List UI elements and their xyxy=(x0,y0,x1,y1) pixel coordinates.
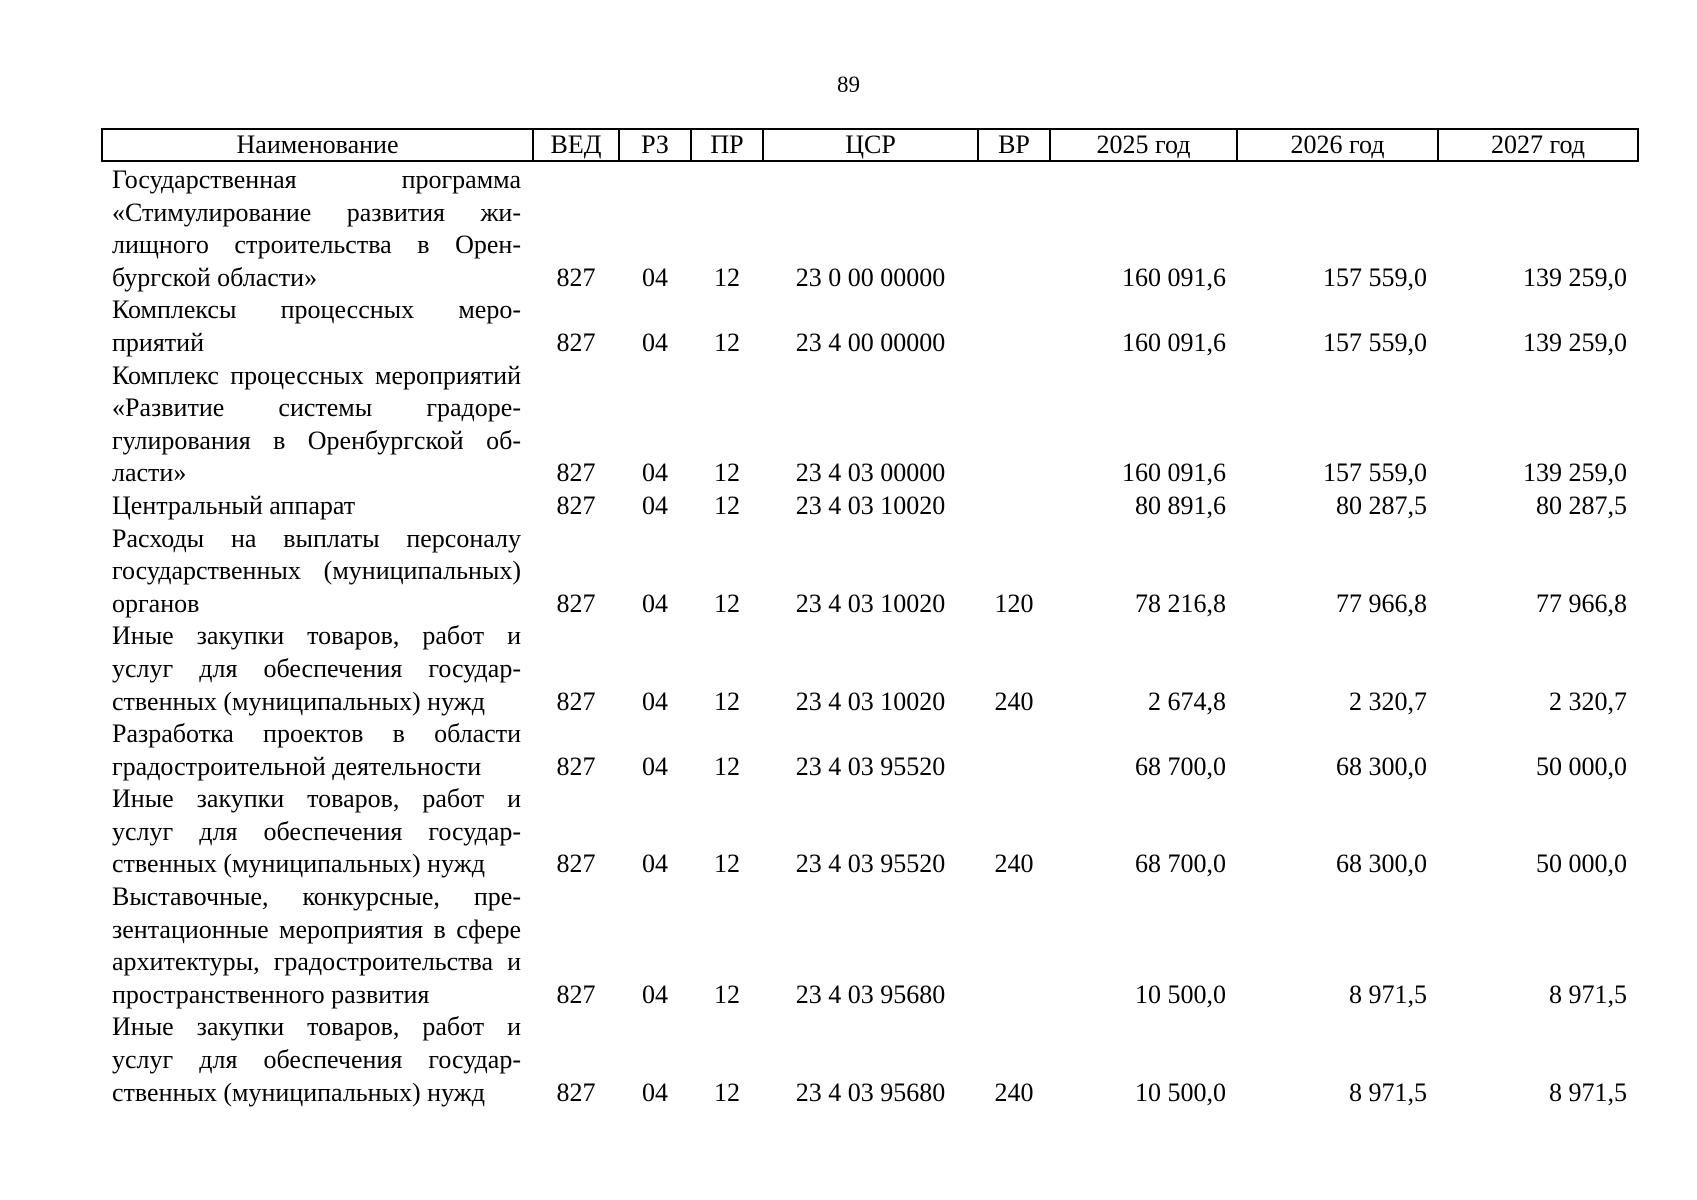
cell-csr: 23 4 03 95680 xyxy=(795,1077,946,1107)
cell-2025: 2 674,8 xyxy=(1148,686,1226,716)
table-row xyxy=(102,161,1638,294)
cell-2025: 160 091,6 xyxy=(1122,327,1226,357)
table-header xyxy=(102,129,1638,161)
cell-name: Выставочные, конкурсные, презентационные мероприятия в сфере архитектуры, градостроительства и пространственного развития xyxy=(112,882,521,1009)
cell-rz: 04 xyxy=(642,751,668,781)
cell-2025: 160 091,6 xyxy=(1122,458,1226,488)
cell-ved: 827 xyxy=(556,262,596,292)
cell-2027: 50 000,0 xyxy=(1536,849,1627,879)
table-row xyxy=(102,294,1638,359)
cell-csr: 23 0 00 00000 xyxy=(795,262,946,292)
cell-rz: 04 xyxy=(642,686,668,716)
cell-name: Иные закупки товаров, работ и услуг для обеспечения государственных (муниципальных) нужд xyxy=(112,784,521,879)
cell-rz: 04 xyxy=(642,458,668,488)
cell-rz: 04 xyxy=(642,588,668,618)
cell-2027: 80 287,5 xyxy=(1536,490,1627,520)
header-vr: ВР xyxy=(978,129,1050,161)
cell-2025: 68 700,0 xyxy=(1135,751,1226,781)
cell-2025: 10 500,0 xyxy=(1135,979,1226,1009)
table-body xyxy=(102,161,1638,1109)
cell-rz: 04 xyxy=(642,979,668,1009)
cell-2027: 2 320,7 xyxy=(1549,686,1627,716)
cell-2027: 139 259,0 xyxy=(1523,327,1627,357)
budget-table xyxy=(101,128,1639,1109)
cell-pr: 12 xyxy=(714,327,740,357)
cell-ved: 827 xyxy=(556,979,596,1009)
cell-pr: 12 xyxy=(714,588,740,618)
header-2026: 2026 год xyxy=(1237,129,1438,161)
cell-ved: 827 xyxy=(556,686,596,716)
table-row xyxy=(102,360,1638,490)
table-row xyxy=(102,523,1638,621)
page-number: 89 xyxy=(837,72,860,97)
cell-2026: 8 971,5 xyxy=(1349,979,1427,1009)
cell-csr: 23 4 03 10020 xyxy=(795,490,946,520)
cell-vr: 240 xyxy=(994,1077,1034,1107)
cell-pr: 12 xyxy=(714,751,740,781)
cell-csr: 23 4 03 00000 xyxy=(795,458,946,488)
cell-2027: 139 259,0 xyxy=(1523,458,1627,488)
cell-pr: 12 xyxy=(714,1077,740,1107)
cell-rz: 04 xyxy=(642,262,668,292)
cell-name: Государственная программа «Стимулирование развития жилищного строительства в Оренбургской области» xyxy=(112,165,521,292)
cell-2027: 8 971,5 xyxy=(1549,1077,1627,1107)
cell-vr: 120 xyxy=(994,588,1034,618)
cell-ved: 827 xyxy=(556,490,596,520)
cell-vr xyxy=(978,490,1050,523)
cell-name: Комплексы процессных мероприятий xyxy=(112,295,521,357)
cell-vr xyxy=(978,294,1050,359)
cell-2027: 50 000,0 xyxy=(1536,751,1627,781)
table-row xyxy=(102,620,1638,718)
cell-2025: 10 500,0 xyxy=(1135,1077,1226,1107)
cell-vr: 240 xyxy=(994,849,1034,879)
cell-ved: 827 xyxy=(556,588,596,618)
cell-csr: 23 4 03 95680 xyxy=(795,979,946,1009)
cell-csr: 23 4 00 00000 xyxy=(795,327,946,357)
cell-csr: 23 4 03 10020 xyxy=(795,588,946,618)
cell-name: Разработка проектов в области градостроительной деятельности xyxy=(112,719,521,781)
cell-csr: 23 4 03 95520 xyxy=(795,751,946,781)
cell-vr xyxy=(978,161,1050,294)
cell-vr xyxy=(978,360,1050,490)
cell-csr: 23 4 03 10020 xyxy=(795,686,946,716)
header-ved: ВЕД xyxy=(533,129,619,161)
cell-2026: 68 300,0 xyxy=(1336,751,1427,781)
table-row xyxy=(102,718,1638,783)
cell-name: Расходы на выплаты персоналу государственных (муниципальных) органов xyxy=(112,523,521,618)
cell-pr: 12 xyxy=(714,849,740,879)
cell-name: Иные закупки товаров, работ и услуг для обеспечения государственных (муниципальных) нужд xyxy=(112,1012,521,1107)
cell-rz: 04 xyxy=(642,1077,668,1107)
cell-name: Комплекс процессных мероприятий «Развитие системы градорегулирования в Оренбургской области» xyxy=(112,360,521,488)
table-row xyxy=(102,783,1638,881)
cell-2027: 77 966,8 xyxy=(1536,588,1627,618)
cell-ved: 827 xyxy=(556,1077,596,1107)
cell-2026: 2 320,7 xyxy=(1349,686,1427,716)
cell-vr: 240 xyxy=(994,686,1034,716)
header-pr: ПР xyxy=(691,129,763,161)
cell-ved: 827 xyxy=(556,751,596,781)
cell-2025: 80 891,6 xyxy=(1135,490,1226,520)
table-row xyxy=(102,1011,1638,1109)
cell-pr: 12 xyxy=(714,979,740,1009)
cell-vr xyxy=(978,718,1050,783)
cell-2026: 8 971,5 xyxy=(1349,1077,1427,1107)
cell-2027: 139 259,0 xyxy=(1523,262,1627,292)
header-2025: 2025 год xyxy=(1050,129,1237,161)
cell-vr xyxy=(978,881,1050,1011)
cell-2026: 77 966,8 xyxy=(1336,588,1427,618)
cell-2025: 68 700,0 xyxy=(1135,849,1226,879)
cell-pr: 12 xyxy=(714,686,740,716)
cell-ved: 827 xyxy=(556,458,596,488)
cell-2025: 78 216,8 xyxy=(1135,588,1226,618)
header-rz: РЗ xyxy=(619,129,691,161)
cell-pr: 12 xyxy=(714,490,740,520)
cell-2027: 8 971,5 xyxy=(1549,979,1627,1009)
cell-pr: 12 xyxy=(714,262,740,292)
cell-2025: 160 091,6 xyxy=(1122,262,1226,292)
cell-pr: 12 xyxy=(714,458,740,488)
cell-rz: 04 xyxy=(642,490,668,520)
header-csr: ЦСР xyxy=(763,129,978,161)
cell-2026: 68 300,0 xyxy=(1336,849,1427,879)
cell-2026: 157 559,0 xyxy=(1323,327,1427,357)
header-name: Наименование xyxy=(102,129,533,161)
cell-ved: 827 xyxy=(556,327,596,357)
cell-rz: 04 xyxy=(642,327,668,357)
cell-name: Центральный аппарат xyxy=(112,490,356,520)
cell-2026: 80 287,5 xyxy=(1336,490,1427,520)
table-row xyxy=(102,881,1638,1011)
cell-name: Иные закупки товаров, работ и услуг для обеспечения государственных (муниципальных) нужд xyxy=(112,621,521,716)
cell-ved: 827 xyxy=(556,849,596,879)
cell-2026: 157 559,0 xyxy=(1323,262,1427,292)
cell-rz: 04 xyxy=(642,849,668,879)
header-2027: 2027 год xyxy=(1438,129,1638,161)
cell-csr: 23 4 03 95520 xyxy=(795,849,946,879)
table-row xyxy=(102,490,1638,523)
header-row xyxy=(102,129,1638,161)
cell-2026: 157 559,0 xyxy=(1323,458,1427,488)
